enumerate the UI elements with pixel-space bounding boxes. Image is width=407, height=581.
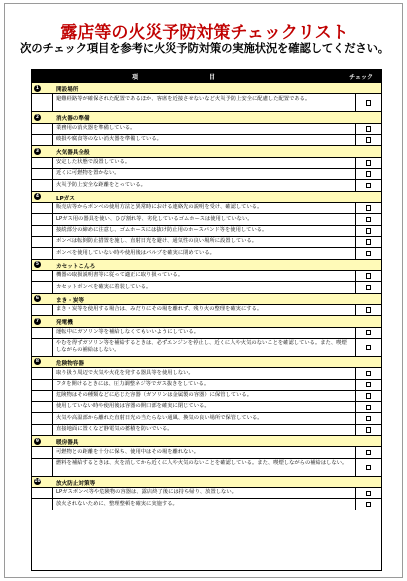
checklist-item-text: 近くに可燃物を置かない。 bbox=[53, 169, 356, 179]
checkbox[interactable] bbox=[366, 183, 372, 189]
checkbox[interactable] bbox=[366, 427, 372, 433]
check-cell bbox=[356, 391, 381, 401]
checklist-item-text: 販売店等からボンベの使用方法と異常時における連絡先の説明を受け、確認している。 bbox=[53, 203, 356, 213]
row-indent bbox=[32, 237, 53, 247]
row-indent bbox=[32, 248, 53, 258]
check-cell bbox=[356, 237, 381, 247]
section-number-badge: 4 bbox=[35, 194, 40, 200]
checklist-row bbox=[32, 281, 381, 292]
check-cell bbox=[356, 459, 381, 476]
checklist-item-text: LPガス用の器具を使い、ひび割れ等、劣化しているゴムホースは使用していない。 bbox=[53, 214, 356, 224]
row-indent bbox=[32, 339, 53, 356]
checklist-row bbox=[32, 157, 381, 168]
row-indent bbox=[32, 271, 53, 281]
checklist-row bbox=[32, 458, 381, 476]
checkbox[interactable] bbox=[366, 100, 372, 106]
row-indent bbox=[32, 459, 53, 476]
check-cell bbox=[356, 305, 381, 315]
checkbox[interactable] bbox=[366, 137, 372, 143]
checklist-row bbox=[32, 412, 381, 423]
checkbox[interactable] bbox=[366, 450, 372, 456]
checklist-row bbox=[32, 213, 381, 224]
checklist-row bbox=[32, 379, 381, 390]
row-indent bbox=[32, 124, 53, 134]
header-check-label: チェック bbox=[349, 73, 373, 81]
check-cell bbox=[356, 402, 381, 412]
page-title: 露店等の火災予防対策チェックリスト bbox=[60, 23, 349, 43]
checklist-item-text: 業務用の消火器を準備している。 bbox=[53, 124, 356, 134]
checklist-item-text: 放火されないために、整理整頓を確実に実施する。 bbox=[53, 499, 356, 509]
checklist-item-text: 破損や腐食等のない消火器を準備している。 bbox=[53, 135, 356, 145]
section-label: 暖房器具 bbox=[56, 440, 79, 447]
checkbox[interactable] bbox=[366, 239, 372, 245]
row-indent bbox=[32, 328, 53, 338]
row-indent bbox=[32, 94, 53, 111]
section-number-badge: 2 bbox=[35, 114, 40, 120]
row-indent bbox=[32, 180, 53, 190]
checklist-table bbox=[31, 69, 382, 571]
row-indent bbox=[32, 380, 53, 390]
row-indent bbox=[32, 203, 53, 213]
checklist-item-text: 避難経路等が確保された配置であるほか、客席を近接させないなど火災予防上安全に配慮した配置である。 bbox=[53, 94, 356, 111]
section-label: まき・炭等 bbox=[56, 297, 84, 304]
row-indent bbox=[32, 402, 53, 412]
checkbox[interactable] bbox=[366, 228, 372, 234]
section-label: 発電機 bbox=[56, 320, 73, 327]
check-cell bbox=[356, 282, 381, 292]
section-label: 消火器の準備 bbox=[56, 116, 90, 123]
row-indent bbox=[32, 305, 53, 315]
checklist-row bbox=[32, 487, 381, 498]
check-cell bbox=[356, 447, 381, 457]
row-indent bbox=[32, 499, 53, 509]
checklist-item-text: 直接地面に置くなど静電気の蓄積を防いでいる。 bbox=[53, 425, 356, 435]
check-cell bbox=[356, 94, 381, 111]
checklist-item-text: 運転中にガソリン等を補給しなくてもいいようにしている。 bbox=[53, 328, 356, 338]
check-cell bbox=[356, 226, 381, 236]
checklist-row bbox=[32, 498, 381, 509]
checkbox[interactable] bbox=[366, 273, 372, 279]
section-number-badge: 8 bbox=[35, 359, 40, 365]
checklist-item-text: フタを開けるときには、圧力調整ネジ等でガス抜きをしている。 bbox=[53, 380, 356, 390]
checkbox[interactable] bbox=[366, 465, 372, 471]
section-header bbox=[32, 82, 381, 93]
row-indent bbox=[32, 226, 53, 236]
checkbox[interactable] bbox=[366, 416, 372, 422]
section-number-badge: 7 bbox=[35, 318, 40, 324]
checklist-row bbox=[32, 338, 381, 356]
row-indent bbox=[32, 391, 53, 401]
checkbox[interactable] bbox=[366, 251, 372, 257]
check-cell bbox=[356, 328, 381, 338]
section-header bbox=[32, 476, 381, 487]
check-cell bbox=[356, 158, 381, 168]
checklist-item-text: 使用していない時や使用後は容器の開口部を確実に閉じている。 bbox=[53, 402, 356, 412]
checklist-row bbox=[32, 401, 381, 412]
check-cell bbox=[356, 169, 381, 179]
section-number-badge: 6 bbox=[35, 296, 40, 302]
checklist-row bbox=[32, 367, 381, 378]
checklist-row bbox=[32, 424, 381, 435]
check-cell bbox=[356, 413, 381, 423]
checklist-row bbox=[32, 327, 381, 338]
row-indent bbox=[32, 282, 53, 292]
section-header bbox=[32, 191, 381, 202]
checklist-row bbox=[32, 270, 381, 281]
section-label: LPガス bbox=[56, 195, 75, 202]
checklist-sections bbox=[32, 82, 381, 510]
row-indent bbox=[32, 413, 53, 423]
checkbox[interactable] bbox=[366, 330, 372, 336]
check-cell bbox=[356, 425, 381, 435]
section-number-badge: 5 bbox=[35, 262, 40, 268]
checkbox[interactable] bbox=[366, 405, 372, 411]
checklist-item-text: やむを得ずガソリン等を補給するときは、必ずエンジンを停止し、近くに人や火気のないことを確認している。また、喫煙しながらの補給はしない。 bbox=[53, 339, 356, 356]
check-cell bbox=[356, 248, 381, 258]
section-header bbox=[32, 259, 381, 270]
section-label: 火気器具全般 bbox=[56, 150, 90, 157]
checkbox[interactable] bbox=[366, 393, 372, 399]
row-indent bbox=[32, 447, 53, 457]
check-cell bbox=[356, 124, 381, 134]
check-cell bbox=[356, 380, 381, 390]
checklist-row bbox=[32, 390, 381, 401]
check-cell bbox=[356, 180, 381, 190]
checkbox[interactable] bbox=[366, 491, 372, 497]
section-header bbox=[32, 315, 381, 326]
checklist-item-text: 接続部分の締めに注意し、ゴムホースには抜け防止用のホースバンド等を使用している。 bbox=[53, 226, 356, 236]
checklist-row bbox=[32, 225, 381, 236]
checklist-item-text: ボンベを使用していない時や使用後はバルブを確実に閉めている。 bbox=[53, 248, 356, 258]
checklist-item-text: 火気や高温部から離れた直射日光の当たらない通風、換気の良い場所で保管している。 bbox=[53, 413, 356, 423]
section-number-badge: 1 bbox=[35, 85, 40, 91]
checklist-item-text: 可燃物との距離を十分に保ち、使用中はその場を離れない。 bbox=[53, 447, 356, 457]
checklist-row bbox=[32, 93, 381, 111]
check-cell bbox=[356, 488, 381, 498]
checklist-item-text: 燃料を補給するときは、火を消してから近くに人や火気のないことを確認している。また、喫煙しながらの補給はしない。 bbox=[53, 459, 356, 476]
checklist-row bbox=[32, 236, 381, 247]
check-cell bbox=[356, 339, 381, 356]
check-cell bbox=[356, 499, 381, 509]
checklist-row bbox=[32, 304, 381, 315]
checklist-item-text: カセットボンベを確実に着装している。 bbox=[53, 282, 356, 292]
checkbox[interactable] bbox=[366, 171, 372, 177]
checklist-item-text: まき・炭等を使用する場合は、みだりにその場を離れず、残り火の整理を確実にする。 bbox=[53, 305, 356, 315]
row-indent bbox=[32, 368, 53, 378]
checkbox[interactable] bbox=[366, 502, 372, 508]
row-indent bbox=[32, 169, 53, 179]
checklist-item-text: 機器の取扱説明書等に従って適正に取り扱っている。 bbox=[53, 271, 356, 281]
section-number-badge: 3 bbox=[35, 148, 40, 154]
checklist-row bbox=[32, 247, 381, 258]
checkbox[interactable] bbox=[366, 345, 372, 351]
check-cell bbox=[356, 214, 381, 224]
checkbox[interactable] bbox=[366, 382, 372, 388]
checklist-row bbox=[32, 134, 381, 145]
checklist-item-text: LPガスボンベ等や危険物の容器は、露店終了後には持ち帰り、放置しない。 bbox=[53, 488, 356, 498]
checklist-row bbox=[32, 446, 381, 457]
header-item-label-2: 目 bbox=[209, 73, 216, 81]
checkbox[interactable] bbox=[366, 205, 372, 211]
section-number-badge: 10 bbox=[34, 479, 41, 485]
checklist-item-text: 安定した状態で設置している。 bbox=[53, 158, 356, 168]
table-header bbox=[32, 70, 381, 82]
row-indent bbox=[32, 425, 53, 435]
checkbox[interactable] bbox=[366, 285, 372, 291]
row-indent bbox=[32, 135, 53, 145]
check-cell bbox=[356, 368, 381, 378]
checklist-row bbox=[32, 123, 381, 134]
check-cell bbox=[356, 203, 381, 213]
section-header bbox=[32, 356, 381, 367]
checklist-row bbox=[32, 202, 381, 213]
section-number-badge: 9 bbox=[35, 438, 40, 444]
row-indent bbox=[32, 488, 53, 498]
row-indent bbox=[32, 214, 53, 224]
row-indent bbox=[32, 158, 53, 168]
checkbox[interactable] bbox=[366, 307, 372, 313]
document-page bbox=[4, 3, 403, 578]
checklist-row bbox=[32, 168, 381, 179]
checkbox[interactable] bbox=[366, 160, 372, 166]
checkbox[interactable] bbox=[366, 217, 372, 223]
page-subtitle: 次のチェック項目を参考に火災予防対策の実施状況を確認してください。 bbox=[20, 41, 389, 55]
checklist-item-text: 火災予防上安全な距離をとっている。 bbox=[53, 180, 356, 190]
section-label: 開設場所 bbox=[56, 87, 79, 93]
section-header bbox=[32, 145, 381, 156]
checklist-item-text: 取り扱う周辺で火気や火花を発する器具等を使用しない。 bbox=[53, 368, 356, 378]
check-cell bbox=[356, 135, 381, 145]
checkbox[interactable] bbox=[366, 371, 372, 377]
check-cell bbox=[356, 271, 381, 281]
checklist-row bbox=[32, 179, 381, 190]
section-header bbox=[32, 111, 381, 122]
section-label: 危険物容器 bbox=[56, 360, 84, 367]
checkbox[interactable] bbox=[366, 126, 372, 132]
header-item-label: 項 bbox=[132, 73, 139, 81]
section-label: カセットこんろ bbox=[56, 263, 96, 270]
section-label: 放火防止対策等 bbox=[56, 480, 96, 487]
checklist-item-text: ボンベは転倒防止措置を施し、直射日光を避け、通気性の良い場所に設置している。 bbox=[53, 237, 356, 247]
section-header bbox=[32, 293, 381, 304]
section-header bbox=[32, 435, 381, 446]
checklist-item-text: 危険物はその種類などに応じた容器（ガソリンは金属製の容器）に保管している。 bbox=[53, 391, 356, 401]
